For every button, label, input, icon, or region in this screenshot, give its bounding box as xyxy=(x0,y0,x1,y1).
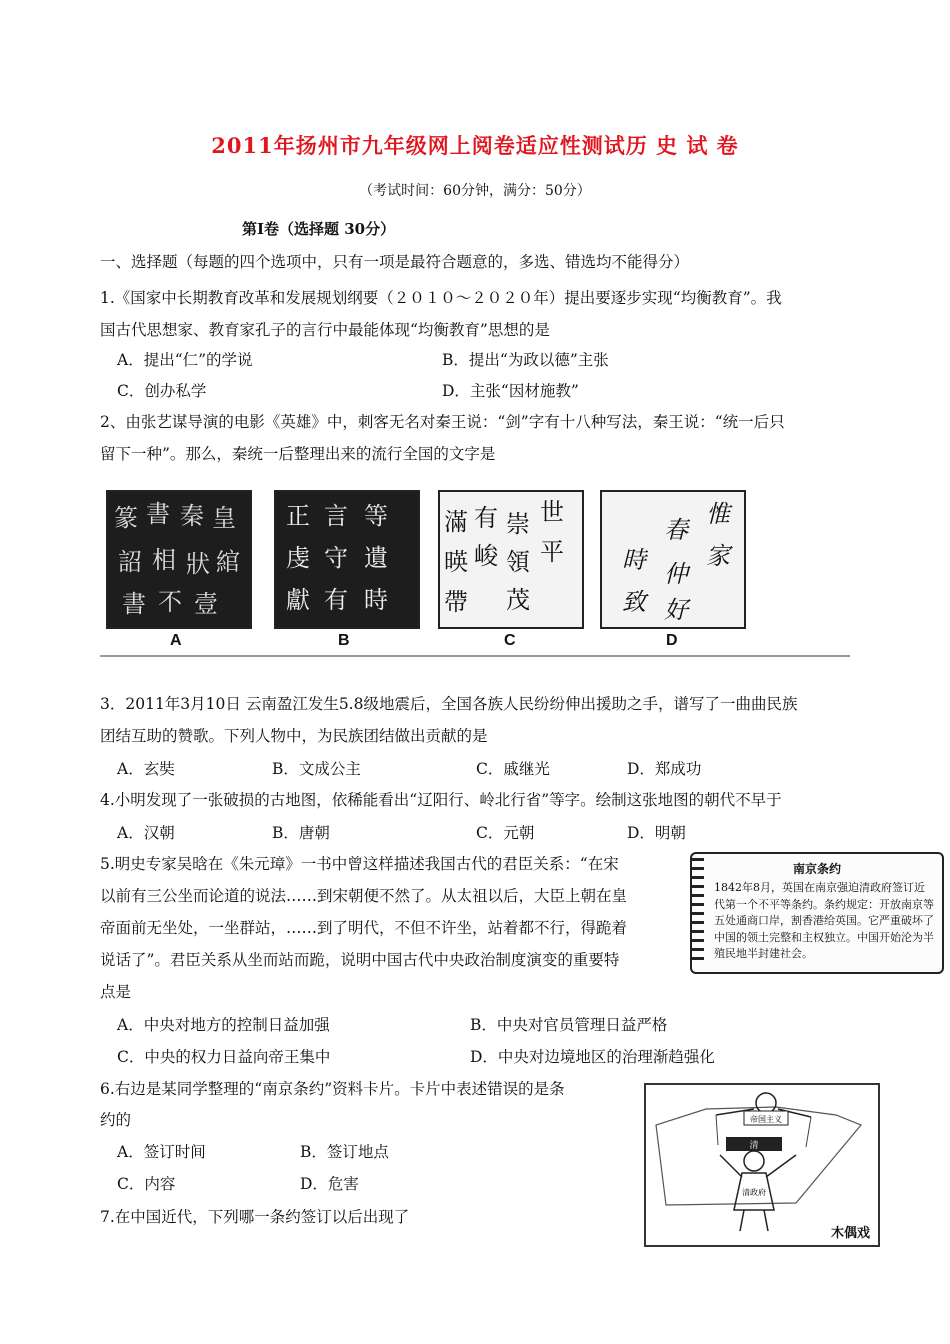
label-hat: 清 xyxy=(749,1141,759,1151)
instructions: 一、选择题（每题的四个选项中，只有一项是最符合题意的，多选、错选均不能得分） xyxy=(100,253,690,271)
q2-stem-line1: 2、由张艺谋导演的电影《英雄》中，刺客无名对秦王说：“剑”字有十八种写法，秦王说：“统一后只 xyxy=(100,413,785,431)
q5-stem-line4: 说话了”。君臣关系从坐而站而跪，说明中国古代中央政治制度演变的重要特 xyxy=(100,951,620,969)
q3-option-a: A．玄奘 xyxy=(117,760,175,778)
q3-stem-line2: 团结互助的赞歌。下列人物中，为民族团结做出贡献的是 xyxy=(100,727,488,745)
q1-option-b: B．提出“为政以德”主张 xyxy=(442,351,609,369)
q3-stem-line1: 3．2011年3月10日 云南盈江发生5.8级地震后，全国各族人民纷纷伸出援助之手，谱写了一曲曲民族 xyxy=(100,695,798,713)
q4-option-b: B．唐朝 xyxy=(272,824,330,842)
q5-stem-line5: 点是 xyxy=(100,983,132,1001)
q1-stem-line2: 国古代思想家、教育家孔子的言行中最能体现“均衡教育”思想的是 xyxy=(100,321,550,339)
exam-info: （考试时间：60分钟，满分：50分） xyxy=(359,183,591,199)
caption-c: C xyxy=(504,632,516,649)
cartoon-caption: 木偶戏 xyxy=(830,1225,870,1240)
caption-b: B xyxy=(338,632,350,649)
q5-option-d: D．中央对边境地区的治理渐趋强化 xyxy=(470,1048,715,1066)
q5-stem-line3: 帝面前无坐处，一坐群站，……到了明代，不但不许坐，站着都不行，得跪着 xyxy=(100,919,628,937)
figure-divider xyxy=(100,655,850,657)
q2-stem-line2: 留下一种”。那么，秦统一后整理出来的流行全国的文字是 xyxy=(100,445,496,463)
q4-stem-line1: 4.小明发现了一张破损的古地图，依稀能看出“辽阳行、岭北行省”等字。绘制这张地图的朝代不早于 xyxy=(100,791,782,809)
label-imperialism: 帝国主义 xyxy=(750,1115,782,1124)
q6-stem-line2: 约的 xyxy=(100,1111,132,1129)
clerical-script-image: 正 言 等 虔 守 遺 獻 有 時 xyxy=(274,490,420,629)
q1-stem-line1: 1.《国家中长期教育改革和发展规划纲要（２０１０～２０２０年）提出要逐步实现“均衡教育”。我 xyxy=(100,289,782,307)
q5-stem-line2: 以前有三公坐而论道的说法……到宋朝便不然了。从太祖以后，大臣上朝在皇 xyxy=(100,887,628,905)
caption-d: D xyxy=(666,632,678,649)
q5-option-b: B．中央对官员管理日益严格 xyxy=(470,1016,668,1034)
page-title: 2011年扬州市九年级网上阅卷适应性测试历 史 试 卷 xyxy=(211,133,739,158)
label-qing-government: 清政府 xyxy=(742,1188,766,1197)
script-samples-figure xyxy=(100,486,850,656)
q5-stem-line1: 5.明史专家吴晗在《朱元璋》一书中曾这样描述我国古代的君臣关系：“在宋 xyxy=(100,855,619,873)
q3-option-c: C．戚继光 xyxy=(476,760,550,778)
q6-option-a: A．签订时间 xyxy=(117,1143,206,1161)
q1-option-d: D．主张“因材施教” xyxy=(442,382,579,400)
q6-option-b: B．签订地点 xyxy=(300,1143,389,1161)
regular-script-image: 世 崇 有 滿 平 領 峻 暎 茂 帶 xyxy=(438,490,584,629)
q4-option-c: C．元朝 xyxy=(476,824,535,842)
q1-option-c: C．创办私学 xyxy=(117,382,207,400)
q7-stem-line1: 7.在中国近代，下列哪一条约签订以后出现了 xyxy=(100,1208,410,1226)
q4-option-d: D．明朝 xyxy=(627,824,686,842)
q5-option-c: C．中央的权力日益向帝王集中 xyxy=(117,1048,331,1066)
q3-option-b: B．文成公主 xyxy=(272,760,361,778)
card-text: 1842年8月，英国在南京强迫清政府签订近代第一个不平等条约。条约规定：开放南京等五处通商口岸，割香港给英国。它严重破坏了中国的领土完整和主权独立。中国开始沦为半殖民地半封建社会。 xyxy=(714,881,934,960)
q6-option-c: C．内容 xyxy=(117,1175,176,1193)
q4-option-a: A．汉朝 xyxy=(117,824,175,842)
q6-option-d: D．危害 xyxy=(300,1175,359,1193)
cursive-script-image: 惟 春 家 仲 時 致 好 xyxy=(600,490,746,629)
seal-script-image: 篆 書 秦 皇 詔 相 狀 綰 書 不 壹 xyxy=(106,490,252,629)
caption-a: A xyxy=(170,632,182,649)
q6-stem-line1: 6.右边是某同学整理的“南京条约”资料卡片。卡片中表述错误的是条 xyxy=(100,1080,565,1098)
puppet-illustration xyxy=(646,1085,874,1241)
treaty-info-card xyxy=(690,852,944,974)
q5-option-a: A．中央对地方的控制日益加强 xyxy=(117,1016,330,1034)
q3-option-d: D．郑成功 xyxy=(627,760,702,778)
q1-option-a: A．提出“仁”的学说 xyxy=(117,351,253,369)
puppet-show-cartoon xyxy=(644,1083,880,1247)
card-title: 南京条约 xyxy=(792,862,841,876)
section-heading: 第Ⅰ卷（选择题 30分） xyxy=(242,220,396,238)
